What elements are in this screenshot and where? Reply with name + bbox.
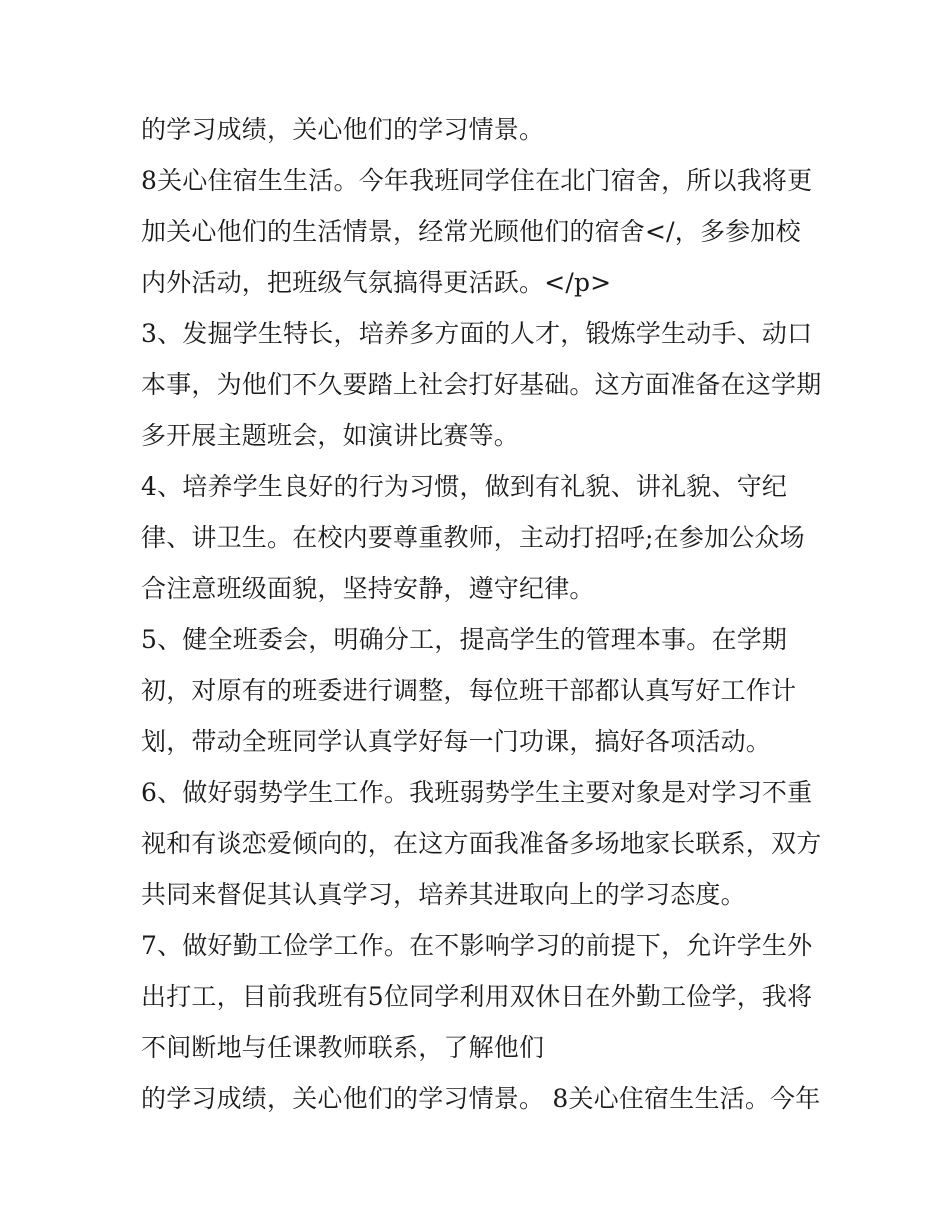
document-body bbox=[141, 104, 831, 1124]
text-line: 6、做好弱势学生工作。我班弱势学生主要对象是对学习不重 bbox=[141, 778, 813, 807]
text-line: 共同来督促其认真学习，培养其进取向上的学习态度。 bbox=[141, 880, 746, 909]
text-line: 初，对原有的班委进行调整，每位班干部都认真写好工作计 bbox=[141, 676, 797, 705]
text-line: 8关心住宿生生活。今年我班同学住在北门宿舍，所以我将更 bbox=[141, 166, 813, 195]
text-line: 不间断地与任课教师联系，了解他们 bbox=[141, 1033, 545, 1062]
text-line: 加关心他们的生活情景，经常光顾他们的宿舍</，多参加校 bbox=[141, 217, 801, 246]
text-line: 划，带动全班同学认真学好每一门功课，搞好各项活动。 bbox=[141, 727, 772, 756]
text-line: 4、培养学生良好的行为习惯，做到有礼貌、讲礼貌、守纪 bbox=[141, 472, 788, 501]
text-line: 出打工，目前我班有5位同学利用双休日在外勤工俭学，我将 bbox=[141, 982, 813, 1011]
text-line: 7、做好勤工俭学工作。在不影响学习的前提下，允许学生外 bbox=[141, 931, 813, 960]
text-line: 合注意班级面貌，坚持安静，遵守纪律。 bbox=[141, 574, 595, 603]
text-line: 的学习成绩，关心他们的学习情景。 bbox=[141, 115, 545, 144]
text-line: 律、讲卫生。在校内要尊重教师，主动打招呼;在参加公众场 bbox=[141, 523, 805, 552]
text-line: 的学习成绩，关心他们的学习情景。 8关心住宿生生活。今年 bbox=[141, 1084, 821, 1113]
text-line: 视和有谈恋爱倾向的，在这方面我准备多场地家长联系，双方 bbox=[141, 829, 822, 858]
text-line: 多开展主题班会，如演讲比赛等。 bbox=[141, 421, 520, 450]
text-line: 本事，为他们不久要踏上社会打好基础。这方面准备在这学期 bbox=[141, 370, 822, 399]
text-line: 内外活动，把班级气氛搞得更活跃。</p> bbox=[141, 268, 612, 297]
text-line: 5、健全班委会，明确分工，提高学生的管理本事。在学期 bbox=[141, 625, 788, 654]
text-line: 3、发掘学生特长，培养多方面的人才，锻炼学生动手、动口 bbox=[141, 319, 813, 348]
